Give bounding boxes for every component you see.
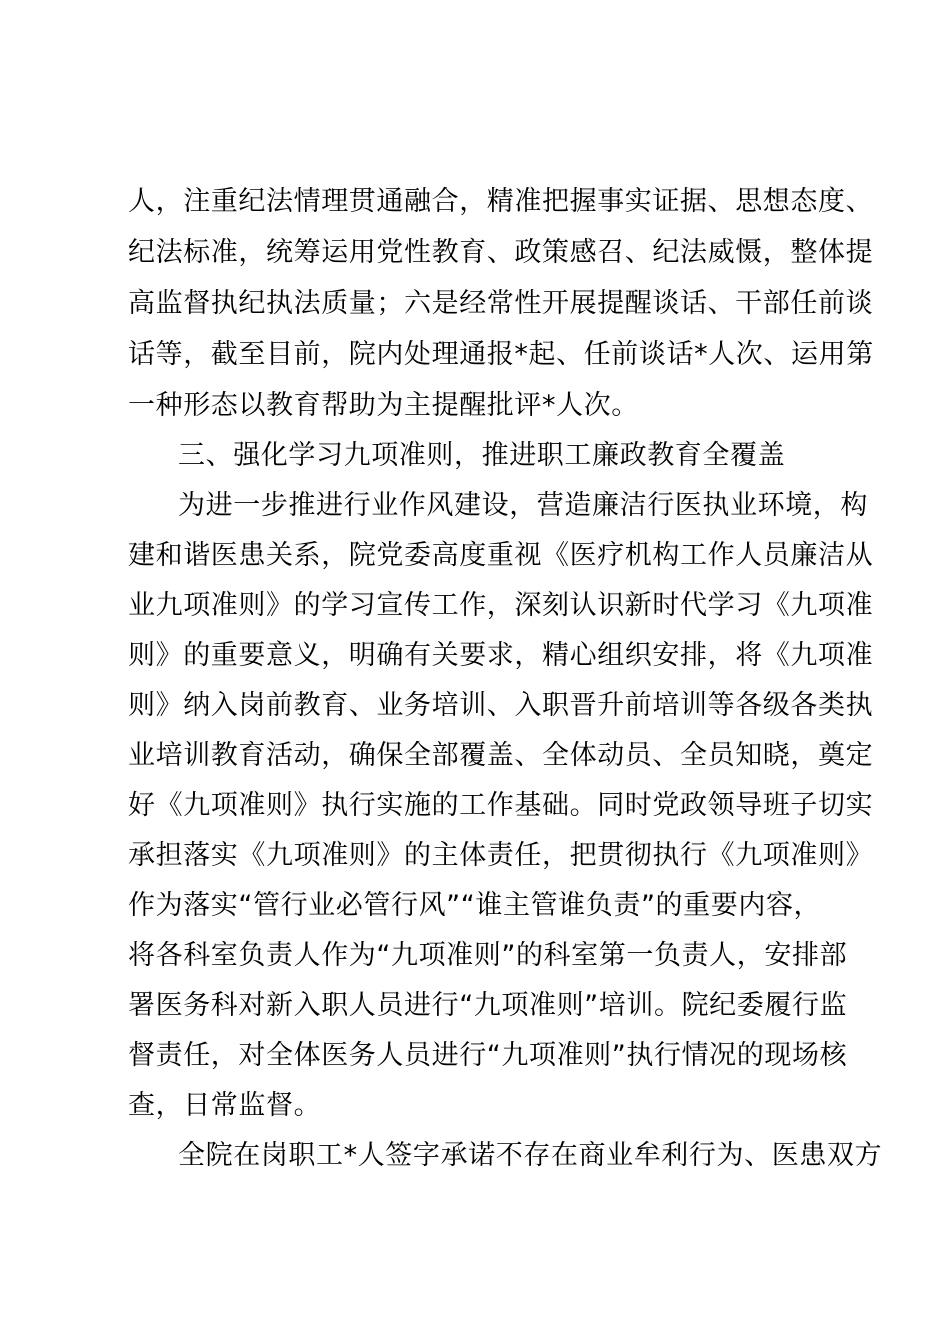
body-text-line: 业培训教育活动，确保全部覆盖、全体动员、全员知晓，奠定 bbox=[128, 740, 874, 771]
body-text-line: 为进一步推进行业作风建设，营造廉洁行医执业环境，构 bbox=[178, 490, 868, 521]
body-text-line: 一种形态以教育帮助为主提醒批评*人次。 bbox=[128, 390, 639, 421]
body-text-line: 纪法标准，统筹运用党性教育、政策感召、纪法威慑，整体提 bbox=[128, 237, 874, 268]
body-text-line: 话等，截至目前，院内处理通报*起、任前谈话*人次、运用第 bbox=[128, 339, 874, 370]
body-text-line: 好《九项准则》执行实施的工作基础。同时党政领导班子切实 bbox=[128, 790, 874, 821]
body-text-line: 督责任，对全体医务人员进行“九项准则”执行情况的现场核 bbox=[128, 1040, 848, 1071]
body-text-line: 高监督执纪执法质量；六是经常性开展提醒谈话、干部任前谈 bbox=[128, 288, 874, 319]
body-text-line: 将各科室负责人作为“九项准则”的科室第一负责人，安排部 bbox=[128, 940, 848, 971]
section-heading: 三、强化学习九项准则，推进职工廉政教育全覆盖 bbox=[178, 440, 786, 471]
body-text-line: 人，注重纪法情理贯通融合，精准把握事实证据、思想态度、 bbox=[128, 186, 874, 217]
body-text-line: 署医务科对新入职人员进行“九项准则”培训。院纪委履行监 bbox=[128, 990, 848, 1021]
body-text-line: 业九项准则》的学习宣传工作，深刻认识新时代学习《九项准 bbox=[128, 590, 874, 621]
body-text-line: 全院在岗职工*人签字承诺不存在商业牟利行为、医患双方 bbox=[178, 1140, 883, 1171]
body-text-line: 作为落实“管行业必管行风”“谁主管谁负责”的重要内容， bbox=[128, 890, 822, 921]
body-text-line: 建和谐医患关系，院党委高度重视《医疗机构工作人员廉洁从 bbox=[128, 540, 874, 571]
body-text-line: 查，日常监督。 bbox=[128, 1090, 322, 1121]
body-text-line: 承担落实《九项准则》的主体责任，把贯彻执行《九项准则》 bbox=[128, 840, 874, 871]
body-text-line: 则》的重要意义，明确有关要求，精心组织安排，将《九项准 bbox=[128, 640, 874, 671]
body-text-line: 则》纳入岗前教育、业务培训、入职晋升前培训等各级各类执 bbox=[128, 690, 874, 721]
